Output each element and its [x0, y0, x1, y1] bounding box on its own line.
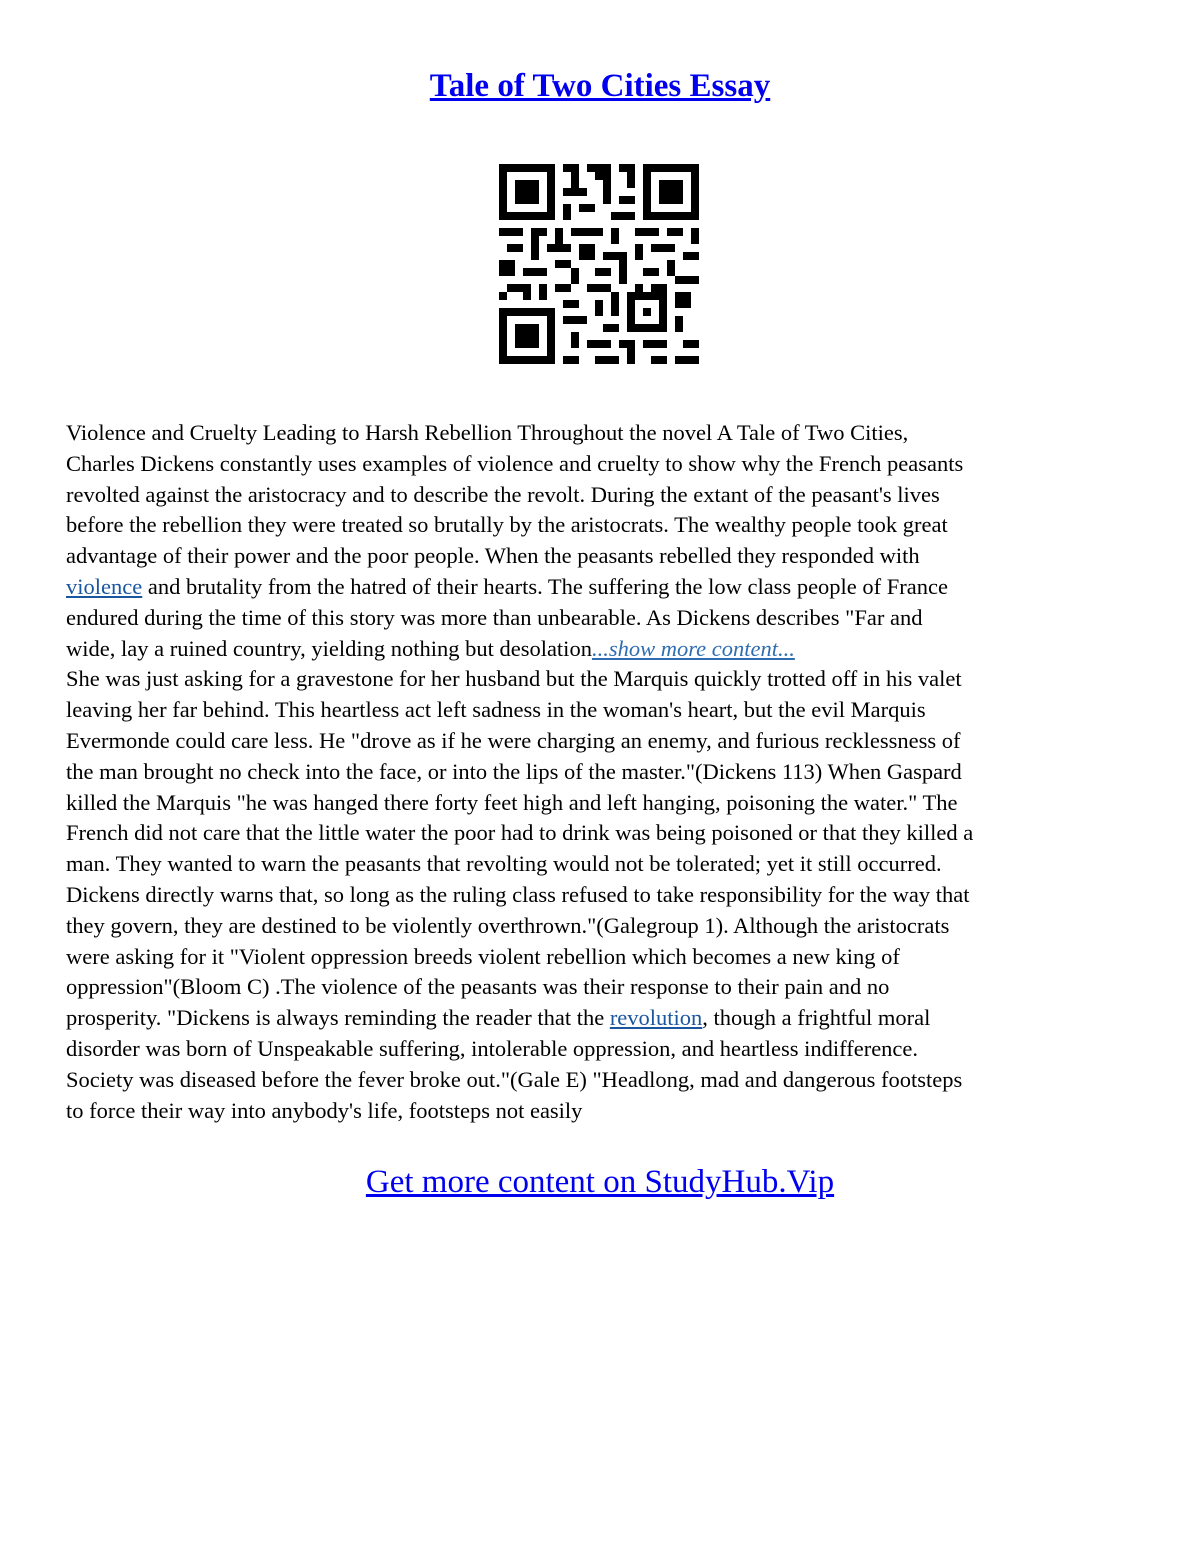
- essay-text: and brutality from the hatred of their hearts. The suffering the low class people of France: [142, 573, 948, 599]
- essay-line: [66, 1003, 1146, 1034]
- essay-line: French did not care that the little water the poor had to drink was being poisoned or that they killed a: [66, 820, 974, 846]
- essay-line: Evermonde could care less. He "drove as if he were charging an enemy, and furious recklessness of: [66, 727, 961, 753]
- violence-link[interactable]: violence: [66, 573, 143, 599]
- essay-text: wide, lay a ruined country, yielding nothing but desolation: [66, 635, 592, 661]
- essay-line: Violence and Cruelty Leading to Harsh Rebellion Throughout the novel A Tale of Two Cities,: [66, 420, 909, 445]
- essay-line: She was just asking for a gravestone for her husband but the Marquis quickly trotted off in his valet: [66, 666, 962, 692]
- essay-line: oppression"(Bloom C) .The violence of the peasants was their response to their pain and no: [66, 974, 890, 1000]
- essay-line: the man brought no check into the face, or into the lips of the master."(Dickens 113) When Gaspard: [66, 758, 962, 784]
- essay-text: , though a frightful moral: [702, 1005, 931, 1031]
- page-title[interactable]: Tale of Two Cities Essay: [429, 68, 771, 104]
- essay-line: Charles Dickens constantly uses examples of violence and cruelty to show why the French peasants: [66, 450, 964, 476]
- essay-line: were asking for it "Violent oppression breeds violent rebellion which becomes a new king of: [66, 943, 900, 969]
- essay-line: before the rebellion they were treated so brutally by the aristocrats. The wealthy people took great: [66, 512, 948, 538]
- essay-line: leaving her far behind. This heartless act left sadness in the woman's heart, but the evil Marquis: [66, 697, 926, 723]
- essay-line: [66, 572, 1146, 603]
- essay-line: Society was diseased before the fever broke out."(Gale E) "Headlong, mad and dangerous footsteps: [66, 1066, 963, 1092]
- revolution-link[interactable]: revolution: [609, 1005, 703, 1031]
- essay-line: they govern, they are destined to be violently overthrown."(Galegroup 1). Although the aristocrats: [66, 912, 950, 938]
- essay-text: prosperity. "Dickens is always reminding the reader that the: [66, 1005, 610, 1031]
- essay-line: revolted against the aristocracy and to describe the revolt. During the extant of the peasant's lives: [66, 481, 940, 507]
- essay-line: endured during the time of this story was more than unbearable. As Dickens describes "Far and: [66, 604, 923, 630]
- show-more-link[interactable]: ...show more content...: [591, 635, 795, 661]
- essay-body: [66, 418, 1146, 1126]
- studyhub-link[interactable]: Get more content on StudyHub.Vip: [365, 1164, 835, 1200]
- essay-line: Dickens directly warns that, so long as the ruling class refused to take responsibility for the way that: [66, 881, 970, 907]
- essay-line: to force their way into anybody's life, footsteps not easily: [66, 1097, 583, 1123]
- essay-line: killed the Marquis "he was hanged there forty feet high and left hanging, poisoning the water." The: [66, 789, 958, 815]
- essay-line: advantage of their power and the poor people. When the peasants rebelled they responded with: [66, 543, 920, 569]
- qr-code-icon: [499, 164, 699, 364]
- essay-line: disorder was born of Unspeakable suffering, intolerable oppression, and heartless indifference.: [66, 1035, 919, 1061]
- essay-line: man. They wanted to warn the peasants that revolting would not be tolerated; yet it still occurred.: [66, 851, 942, 877]
- essay-line: [66, 634, 1146, 665]
